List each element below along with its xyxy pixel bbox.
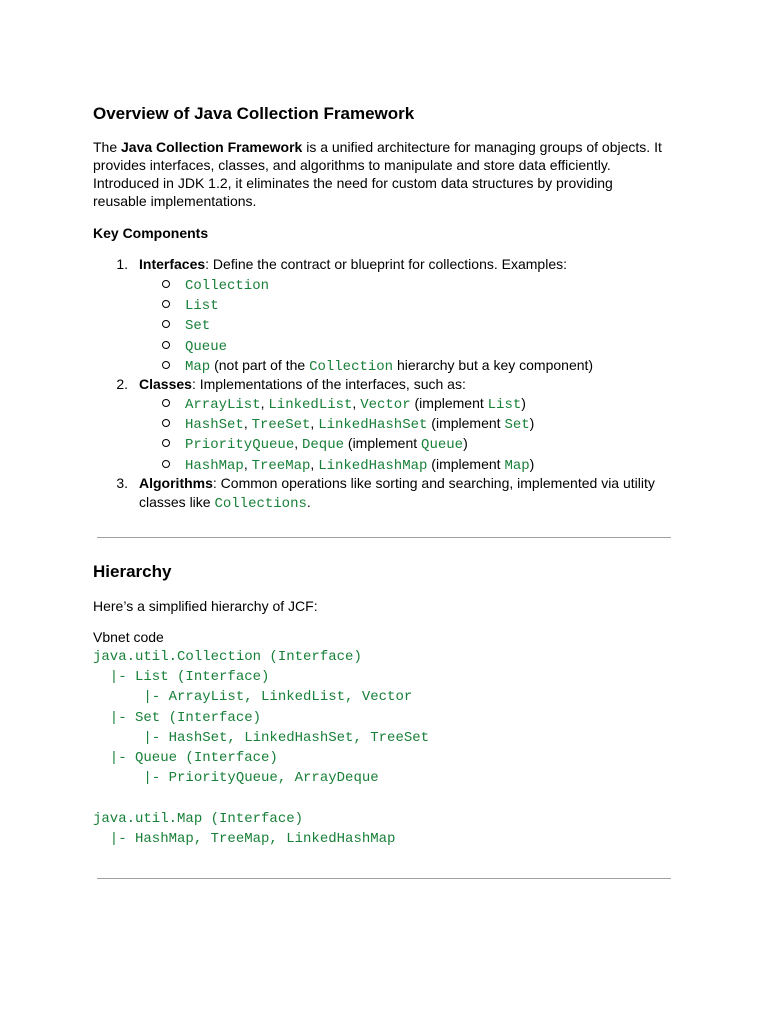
intro-bold: Java Collection Framework <box>121 139 303 155</box>
code-queue: Queue <box>185 339 228 355</box>
code-line: |- HashMap, TreeMap, LinkedHashMap <box>93 830 396 847</box>
code-line: |- PriorityQueue, ArrayDeque <box>93 770 379 787</box>
code-map: Map <box>504 458 530 474</box>
code-line: |- List (Interface) <box>93 669 270 686</box>
hierarchy-code-block <box>93 647 429 849</box>
code-priorityqueue: PriorityQueue <box>185 437 295 453</box>
code-line: |- HashSet, LinkedHashSet, TreeSet <box>93 729 430 746</box>
item-text: . <box>306 494 311 510</box>
code-hashset: HashSet <box>185 417 244 433</box>
sub-item <box>185 455 534 475</box>
hierarchy-intro: Here’s a simplified hierarchy of JCF: <box>93 598 318 614</box>
bullet-icon <box>162 460 170 468</box>
code-set: Set <box>504 417 530 433</box>
list-item-interfaces <box>139 255 567 273</box>
code-vector: Vector <box>360 397 411 413</box>
code-linkedhashset: LinkedHashSet <box>318 417 428 433</box>
item-text: : Define the contract or blueprint for collections. Examples: <box>205 256 567 272</box>
separator: , <box>243 456 252 472</box>
sub-text: (implement <box>427 456 505 472</box>
sub-item <box>185 315 210 335</box>
list-item-algorithms <box>139 474 655 492</box>
list-number-2: 2. <box>116 376 128 392</box>
code-collection: Collection <box>185 278 270 294</box>
code-collection: Collection <box>309 359 394 375</box>
bullet-icon <box>162 419 170 427</box>
item-text: : Common operations like sorting and searching, implemented via utility <box>212 475 655 491</box>
separator: , <box>243 415 252 431</box>
item-text: classes like <box>139 494 215 510</box>
overview-intro <box>93 138 683 210</box>
code-linkedhashmap: LinkedHashMap <box>318 458 428 474</box>
overview-title: Overview of Java Collection Framework <box>93 104 415 123</box>
item-bold: Algorithms <box>139 475 213 491</box>
code-list: List <box>487 397 522 413</box>
list-number-1: 1. <box>116 256 128 272</box>
sub-item <box>185 394 526 414</box>
intro-line1: is a unified architecture for managing groups of objects. It <box>302 139 662 155</box>
bullet-icon <box>162 280 170 288</box>
code-queue: Queue <box>421 437 464 453</box>
sub-item <box>185 336 227 356</box>
sub-text: (not part of the <box>210 357 310 373</box>
bullet-icon <box>162 300 170 308</box>
sub-text: ) <box>463 435 468 451</box>
code-line: |- Set (Interface) <box>93 709 262 726</box>
key-components-heading: Key Components <box>93 225 209 241</box>
intro-line3: Introduced in JDK 1.2, it eliminates the need for custom data structures by providing <box>93 175 613 191</box>
bullet-icon <box>162 320 170 328</box>
sub-item <box>185 295 219 315</box>
code-label: Vbnet code <box>93 629 164 645</box>
item-text: : Implementations of the interfaces, such as: <box>191 376 466 392</box>
code-line <box>93 788 429 808</box>
separator: , <box>294 435 302 451</box>
sub-item <box>185 356 593 376</box>
code-line: |- ArrayList, LinkedList, Vector <box>93 689 413 706</box>
sub-text: (implement <box>344 435 422 451</box>
bullet-icon <box>162 341 170 349</box>
separator: , <box>310 415 319 431</box>
list-item-algorithms-line2 <box>139 493 311 513</box>
sub-text: ) <box>529 415 535 431</box>
code-treeset: TreeSet <box>251 417 311 433</box>
intro-line2: provides interfaces, classes, and algorithms to manipulate and store data efficiently. <box>93 157 611 173</box>
sub-item <box>185 275 269 295</box>
code-line: java.util.Map (Interface) <box>93 810 304 827</box>
sub-text: ) <box>529 456 535 472</box>
bullet-icon <box>162 399 170 407</box>
code-map: Map <box>185 359 211 375</box>
sub-item <box>185 414 534 434</box>
item-bold: Interfaces <box>139 256 206 272</box>
item-bold: Classes <box>139 376 192 392</box>
intro-prefix: The <box>93 139 122 155</box>
sub-item <box>185 434 468 454</box>
sub-text: (implement <box>427 415 505 431</box>
divider <box>97 537 671 538</box>
sub-text: ) <box>521 395 526 411</box>
list-item-classes <box>139 375 466 393</box>
code-hashmap: HashMap <box>185 458 244 474</box>
hierarchy-title: Hierarchy <box>93 562 172 581</box>
sub-text: hierarchy but a key component) <box>393 357 594 373</box>
divider <box>97 878 671 879</box>
code-set: Set <box>185 318 211 334</box>
intro-line4: reusable implementations. <box>93 193 257 209</box>
sub-text: (implement <box>410 395 488 411</box>
code-treemap: TreeMap <box>251 458 311 474</box>
list-number-3: 3. <box>116 475 128 491</box>
code-linkedlist: LinkedList <box>268 397 353 413</box>
code-arraylist: ArrayList <box>185 397 261 413</box>
separator: , <box>352 395 361 411</box>
bullet-icon <box>162 439 170 447</box>
separator: , <box>260 395 269 411</box>
separator: , <box>310 456 319 472</box>
bullet-icon <box>162 361 170 369</box>
code-list: List <box>185 298 219 314</box>
code-deque: Deque <box>302 437 345 453</box>
code-collections: Collections <box>214 496 307 512</box>
code-line: |- Queue (Interface) <box>93 750 278 767</box>
code-line: java.util.Collection (Interface) <box>93 649 362 665</box>
